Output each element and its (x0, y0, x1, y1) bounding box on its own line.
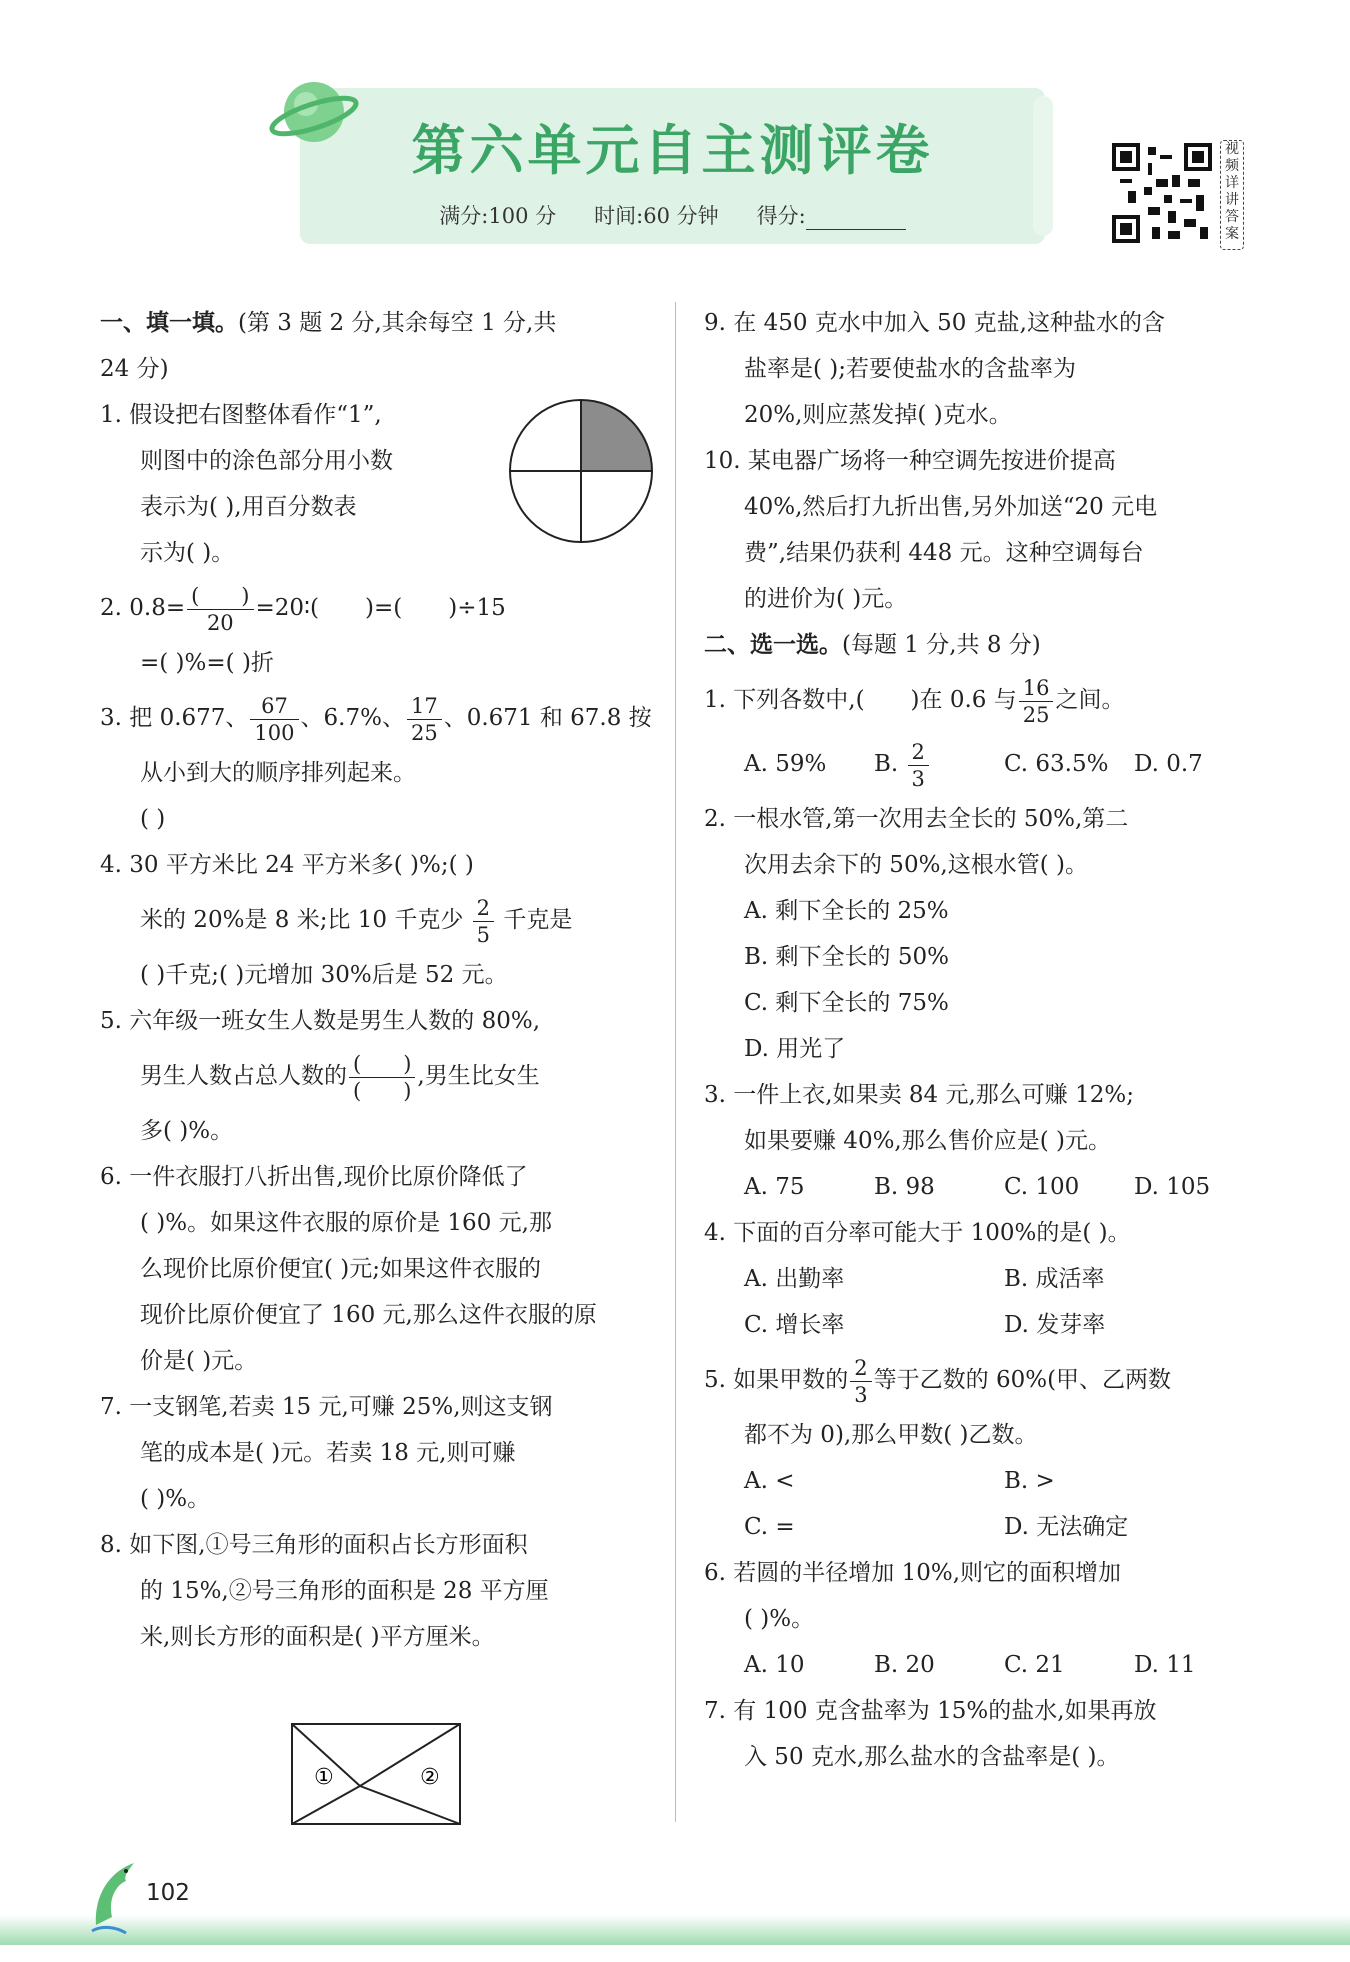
text-line: 24 分) (100, 356, 169, 382)
mc6-line: ( )%。 (744, 1606, 815, 1632)
q8-line: 的 15%,②号三角形的面积是 28 平方厘 (140, 1578, 549, 1604)
q8-line: 8. 如下图,①号三角形的面积占长方形面积 (100, 1532, 528, 1558)
q7-line: 笔的成本是( )元。若卖 18 元,则可赚 (140, 1440, 516, 1466)
q3-line: 从小到大的顺序排列起来。 (140, 760, 416, 786)
q9-line: 20%,则应蒸发掉( )克水。 (744, 402, 1012, 428)
q5-line: 5. 六年级一班女生人数是男生人数的 80%, (100, 1008, 540, 1034)
q10-line: 的进价为( )元。 (744, 586, 908, 612)
mc4-options (704, 1302, 1264, 1348)
option-c[interactable]: C. 剩下全长的 75% (744, 990, 949, 1016)
option-c[interactable]: C. 21 (1004, 1652, 1065, 1678)
option-d[interactable]: D. 用光了 (744, 1036, 846, 1062)
mc5-line: 5. 如果甲数的 $\frac{2}{3}$ 等于乙数的 60%(甲、乙两数 (704, 1355, 1172, 1407)
q3-answer-line: ( ) (140, 806, 166, 832)
q1-line: 1. 假设把右图整体看作“1”, (100, 402, 382, 428)
section-2-heading: 二、选一选。(每题 1 分,共 8 分) (704, 632, 1041, 658)
q6-line: 现价比原价便宜了 160 元,那么这件衣服的原 (140, 1302, 597, 1328)
q10-line: 10. 某电器广场将一种空调先按进价提高 (704, 448, 1116, 474)
mc7-line: 入 50 克水,那么盐水的含盐率是( )。 (744, 1744, 1120, 1770)
option-b[interactable]: B. $\frac{2}{3}$ (874, 732, 1004, 796)
triangle-1-label: ① (314, 1765, 334, 1790)
mc6-line: 6. 若圆的半径增加 10%,则它的面积增加 (704, 1560, 1121, 1586)
column-divider (675, 302, 676, 1822)
option-b[interactable]: B. > (1004, 1468, 1055, 1494)
exam-meta (300, 200, 1045, 230)
q9-line: 盐率是( );若要使盐水的含盐率为 (744, 356, 1077, 382)
option-d[interactable]: D. 0.7 (1134, 751, 1203, 777)
page-number: 102 (146, 1880, 190, 1906)
option-a[interactable]: A. 10 (744, 1652, 805, 1678)
q1-line: 示为( )。 (140, 540, 235, 566)
section-1-heading: 一、填一填。(第 3 题 2 分,其余每空 1 分,共 (100, 310, 557, 336)
footer-bar (0, 1915, 1350, 1945)
q5-line: 男生人数占总人数的 $\frac{( )}{( )}$ ,男生比女生 (140, 1051, 540, 1103)
option-a[interactable]: A. 59% (744, 751, 827, 777)
mc6-options (704, 1642, 1264, 1688)
q4-line: 4. 30 平方米比 24 平方米多( )%;( ) (100, 852, 474, 878)
qr-label: 视频详讲答案 (1220, 140, 1244, 250)
page-title: 第六单元自主测评卷 (411, 119, 934, 182)
mc4-line: 4. 下面的百分率可能大于 100%的是( )。 (704, 1220, 1131, 1246)
q6-line: ( )%。如果这件衣服的原价是 160 元,那 (140, 1210, 552, 1236)
option-a[interactable]: A. 75 (744, 1174, 805, 1200)
option-b[interactable]: B. 剩下全长的 50% (744, 944, 949, 970)
quartered-circle-figure (508, 398, 654, 544)
q9-line: 9. 在 450 克水中加入 50 克盐,这种盐水的含 (704, 310, 1165, 336)
triangle-2-label: ② (420, 1765, 440, 1790)
q6-line: 么现价比原价便宜( )元;如果这件衣服的 (140, 1256, 542, 1282)
option-d[interactable]: D. 无法确定 (1004, 1514, 1129, 1540)
option-a[interactable]: A. < (744, 1468, 795, 1494)
option-a[interactable]: A. 剩下全长的 25% (744, 898, 949, 924)
q1-line: 则图中的涂色部分用小数 (140, 448, 393, 474)
dolphin-icon (86, 1855, 148, 1937)
option-c[interactable]: C. 63.5% (1004, 751, 1109, 777)
option-c[interactable]: C. = (744, 1514, 795, 1540)
time-limit: 时间:60 分钟 (594, 204, 719, 228)
q4-line: 米的 20%是 8 米;比 10 千克少 $\frac{2}{5}$ 千克是 (140, 895, 573, 947)
mc7-line: 7. 有 100 克含盐率为 15%的盐水,如果再放 (704, 1698, 1157, 1724)
right-column (704, 300, 1264, 1780)
q7-line: ( )%。 (140, 1486, 211, 1512)
q3-line: 3. 把 0.677、 $\frac{67}{100}$ 、6.7%、 $\frac{17}{25}$ 、0.671 和 67.8 按 (100, 693, 652, 745)
q8-line: 米,则长方形的面积是( )平方厘米。 (140, 1624, 495, 1650)
full-score: 满分:100 分 (439, 204, 557, 228)
mc5-options (704, 1458, 1264, 1504)
mc2-line: 次用去余下的 50%,这根水管( )。 (744, 852, 1089, 878)
rectangle-triangles-figure (290, 1722, 462, 1826)
q6-line: 6. 一件衣服打八折出售,现价比原价降低了 (100, 1164, 528, 1190)
option-d[interactable]: D. 105 (1134, 1174, 1211, 1200)
option-b[interactable]: B. 成活率 (1004, 1266, 1105, 1292)
option-c[interactable]: C. 增长率 (744, 1312, 845, 1338)
qr-code-icon[interactable] (1112, 143, 1212, 243)
option-d[interactable]: D. 11 (1134, 1652, 1196, 1678)
option-d[interactable]: D. 发芽率 (1004, 1312, 1106, 1338)
q10-line: 费”,结果仍获利 448 元。这种空调每台 (744, 540, 1144, 566)
option-a[interactable]: A. 出勤率 (744, 1266, 845, 1292)
q10-line: 40%,然后打九折出售,另外加送“20 元电 (744, 494, 1158, 520)
mc3-options (704, 1164, 1264, 1210)
q7-line: 7. 一支钢笔,若卖 15 元,可赚 25%,则这支钢 (100, 1394, 553, 1420)
q5-line: 多( )%。 (140, 1118, 234, 1144)
mc5-options (704, 1504, 1264, 1550)
q2-line: =( )%=( )折 (140, 650, 274, 676)
mc5-line: 都不为 0),那么甲数( )乙数。 (744, 1422, 1038, 1448)
q1-line: 表示为( ),用百分数表 (140, 494, 357, 520)
option-c[interactable]: C. 100 (1004, 1174, 1080, 1200)
mc1-options (704, 732, 1264, 796)
q6-line: 价是( )元。 (140, 1348, 258, 1374)
mc4-options (704, 1256, 1264, 1302)
score-field: 得分: (757, 200, 906, 230)
mc3-line: 3. 一件上衣,如果卖 84 元,那么可赚 12%; (704, 1082, 1134, 1108)
q4-line: ( )千克;( )元增加 30%后是 52 元。 (140, 962, 508, 988)
mc1-line: 1. 下列各数中,( )在 0.6 与 $\frac{16}{25}$ 之间。 (704, 675, 1125, 727)
mc3-line: 如果要赚 40%,那么售价应是( )元。 (744, 1128, 1112, 1154)
q2-line: 2. 0.8= $\frac{( )}{20}$ =20∶( )=( )÷15 (100, 583, 506, 635)
option-b[interactable]: B. 98 (874, 1174, 935, 1200)
option-b[interactable]: B. 20 (874, 1652, 935, 1678)
mc2-line: 2. 一根水管,第一次用去全长的 50%,第二 (704, 806, 1129, 832)
